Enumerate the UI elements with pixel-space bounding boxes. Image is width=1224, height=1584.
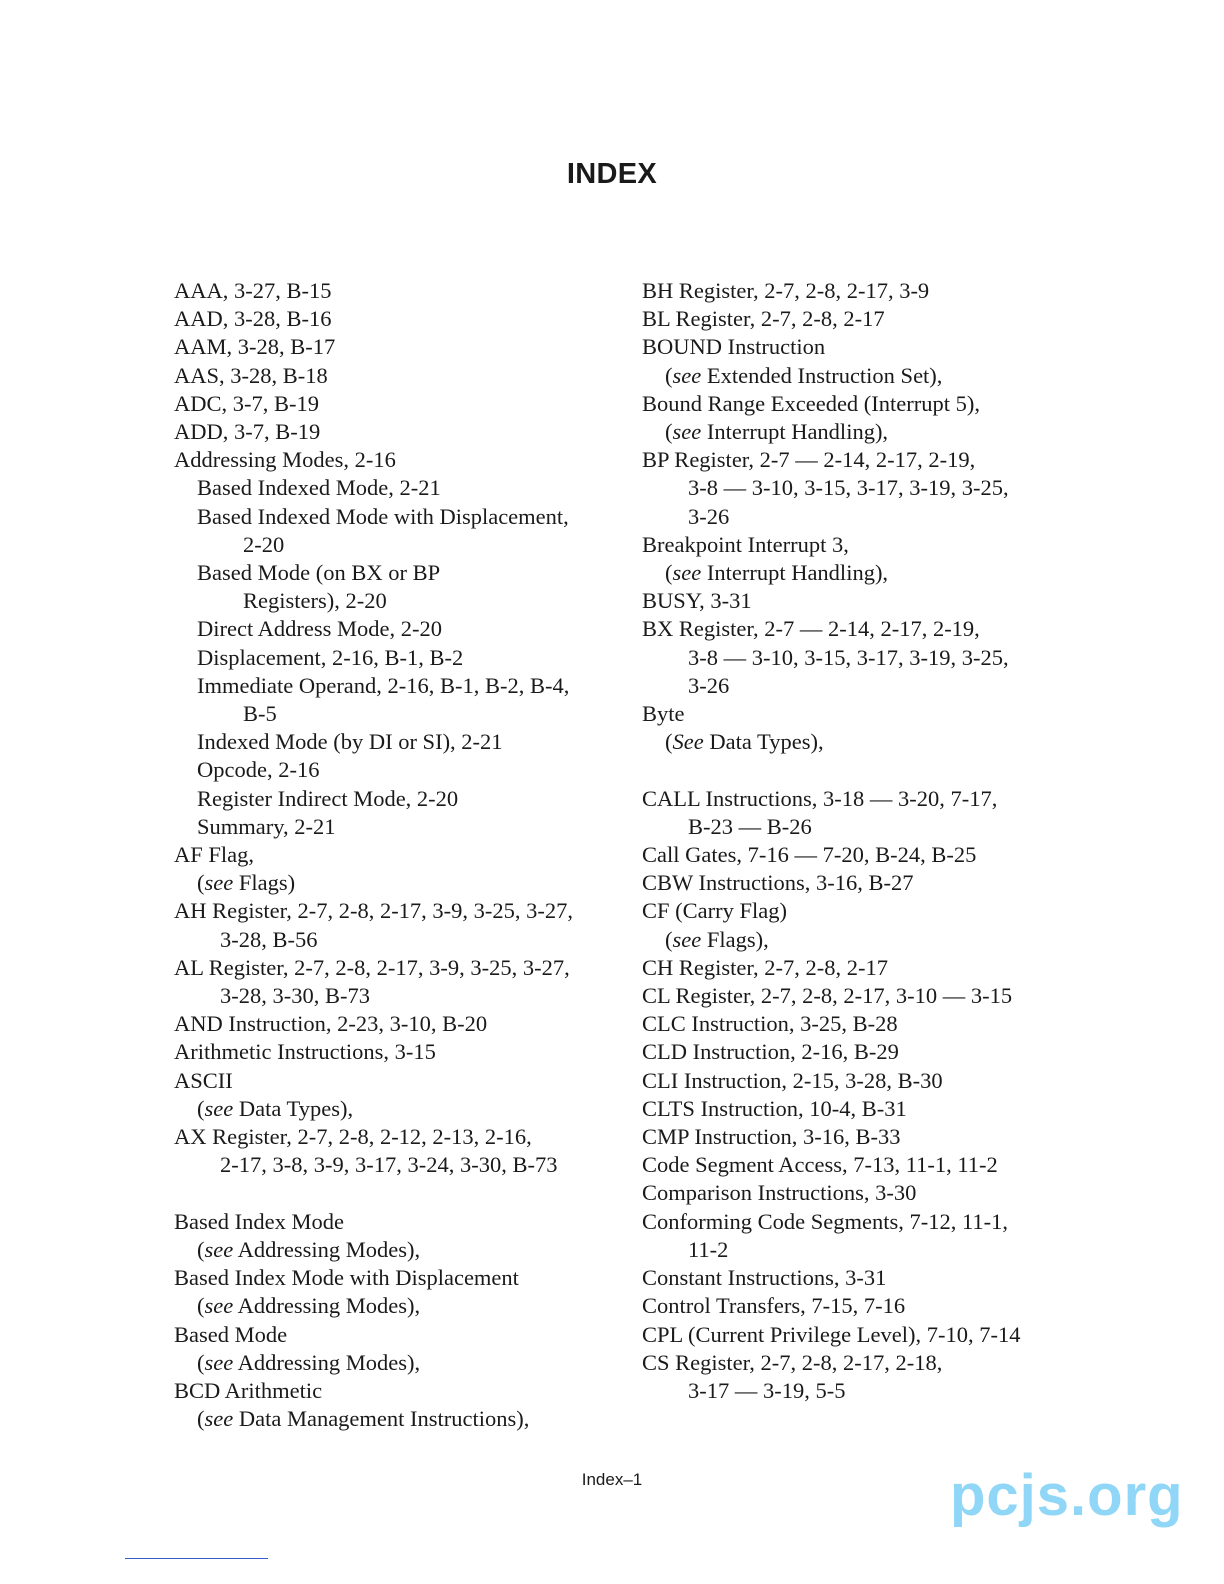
page-number: Index–1 bbox=[581, 1470, 643, 1489]
index-entry: (see Extended Instruction Set), bbox=[665, 362, 943, 388]
index-entry: (see Addressing Modes), bbox=[197, 1293, 421, 1319]
index-entry: CMP Instruction, 3-16, B-33 bbox=[642, 1124, 901, 1150]
index-entry: CF (Carry Flag) bbox=[642, 898, 787, 924]
index-entry: Based Index Mode bbox=[174, 1208, 344, 1234]
see-target: Data Types), bbox=[233, 1095, 354, 1121]
index-entry: Register Indirect Mode, 2-20 bbox=[197, 785, 459, 811]
index-entry: (see Addressing Modes), bbox=[197, 1349, 421, 1375]
see-reference: see bbox=[204, 1095, 234, 1121]
index-entry: CLTS Instruction, 10-4, B-31 bbox=[642, 1095, 907, 1121]
index-entry: Comparison Instructions, 3-30 bbox=[642, 1180, 917, 1206]
index-entry: Constant Instructions, 3-31 bbox=[642, 1265, 887, 1291]
index-entry: (see Addressing Modes), bbox=[197, 1236, 421, 1262]
see-reference: see bbox=[672, 419, 702, 445]
index-entry: Immediate Operand, 2-16, B-1, B-2, B-4, bbox=[197, 672, 570, 698]
index-entry: AND Instruction, 2-23, 3-10, B-20 bbox=[174, 1011, 488, 1037]
index-entry: CL Register, 2-7, 2-8, 2-17, 3-10 — 3-15 bbox=[642, 983, 1013, 1009]
index-entry: Based Indexed Mode, 2-21 bbox=[197, 475, 441, 501]
see-target: Data Management Instructions), bbox=[233, 1406, 530, 1432]
index-entry: Arithmetic Instructions, 3-15 bbox=[174, 1039, 436, 1065]
page-title: INDEX bbox=[566, 158, 658, 190]
index-entry: ADC, 3-7, B-19 bbox=[174, 390, 319, 416]
see-target: Flags) bbox=[233, 870, 296, 896]
index-entry: BOUND Instruction bbox=[642, 334, 826, 360]
index-entry: Breakpoint Interrupt 3, bbox=[642, 531, 849, 557]
index-entry: AF Flag, bbox=[174, 842, 255, 868]
index-entry: (see Flags) bbox=[197, 870, 296, 896]
index-entry: CLD Instruction, 2-16, B-29 bbox=[642, 1039, 899, 1065]
entry-spacer bbox=[174, 1180, 614, 1208]
index-entry: Based Index Mode with Displacement bbox=[174, 1265, 519, 1291]
index-entry: Control Transfers, 7-15, 7-16 bbox=[642, 1293, 906, 1319]
see-target: Addressing Modes), bbox=[233, 1236, 421, 1262]
index-entry: ASCII bbox=[174, 1067, 233, 1093]
index-entry: AH Register, 2-7, 2-8, 2-17, 3-9, 3-25, 3-27, bbox=[174, 898, 574, 924]
see-target: Interrupt Handling), bbox=[701, 560, 889, 586]
index-entry: Displacement, 2-16, B-1, B-2 bbox=[197, 644, 464, 670]
index-entry: 3-26 bbox=[688, 672, 730, 698]
index-entry: 3-17 — 3-19, 5-5 bbox=[688, 1377, 846, 1403]
index-entry: Direct Address Mode, 2-20 bbox=[197, 616, 442, 642]
see-target: Interrupt Handling), bbox=[701, 419, 889, 445]
see-reference: see bbox=[204, 1406, 234, 1432]
index-entry: B-5 bbox=[243, 701, 277, 727]
index-entry: Bound Range Exceeded (Interrupt 5), bbox=[642, 390, 981, 416]
pcjs-watermark: pcjs.org bbox=[950, 1463, 1184, 1528]
index-entry: Indexed Mode (by DI or SI), 2-21 bbox=[197, 729, 503, 755]
index-entry: 2-20 bbox=[243, 531, 285, 557]
index-entry: Summary, 2-21 bbox=[197, 813, 336, 839]
index-entry: Registers), 2-20 bbox=[243, 588, 387, 614]
see-reference: see bbox=[204, 1236, 234, 1262]
index-entry: CPL (Current Privilege Level), 7-10, 7-14 bbox=[642, 1321, 1021, 1347]
index-entry: BP Register, 2-7 — 2-14, 2-17, 2-19, bbox=[642, 447, 976, 473]
index-column-right bbox=[642, 277, 1072, 1405]
index-entry: BCD Arithmetic bbox=[174, 1377, 323, 1403]
index-entry: AX Register, 2-7, 2-8, 2-12, 2-13, 2-16, bbox=[174, 1124, 532, 1150]
see-reference: See bbox=[672, 729, 704, 755]
index-column-left bbox=[174, 277, 614, 1433]
index-entry: AAM, 3-28, B-17 bbox=[174, 334, 336, 360]
index-entry: CS Register, 2-7, 2-8, 2-17, 2-18, bbox=[642, 1349, 943, 1375]
index-entry: 3-8 — 3-10, 3-15, 3-17, 3-19, 3-25, bbox=[688, 475, 1009, 501]
index-entry: (see Data Types), bbox=[197, 1095, 354, 1121]
see-reference: see bbox=[672, 362, 702, 388]
entry-spacer bbox=[642, 756, 1072, 784]
index-entry: CLC Instruction, 3-25, B-28 bbox=[642, 1011, 898, 1037]
index-entry: Code Segment Access, 7-13, 11-1, 11-2 bbox=[642, 1152, 998, 1178]
see-target: Addressing Modes), bbox=[233, 1349, 421, 1375]
see-target: Extended Instruction Set), bbox=[701, 362, 943, 388]
index-entry: AAD, 3-28, B-16 bbox=[174, 306, 332, 332]
index-entry: Addressing Modes, 2-16 bbox=[174, 447, 396, 473]
index-entry: AAA, 3-27, B-15 bbox=[174, 278, 332, 303]
index-entry: 3-26 bbox=[688, 503, 730, 529]
index-entry: 3-8 — 3-10, 3-15, 3-17, 3-19, 3-25, bbox=[688, 644, 1009, 670]
index-entry: (see Interrupt Handling), bbox=[665, 560, 889, 586]
see-target: Data Types), bbox=[703, 729, 824, 755]
see-target: Flags), bbox=[701, 926, 769, 952]
see-reference: see bbox=[672, 560, 702, 586]
index-entry: Based Indexed Mode with Displacement, bbox=[197, 503, 569, 529]
index-entry: BL Register, 2-7, 2-8, 2-17 bbox=[642, 306, 885, 332]
index-entry: BUSY, 3-31 bbox=[642, 588, 752, 614]
index-entry: (see Flags), bbox=[665, 926, 769, 952]
index-entry: 2-17, 3-8, 3-9, 3-17, 3-24, 3-30, B-73 bbox=[220, 1152, 558, 1178]
index-entry: Conforming Code Segments, 7-12, 11-1, bbox=[642, 1208, 1009, 1234]
index-entry: CLI Instruction, 2-15, 3-28, B-30 bbox=[642, 1067, 943, 1093]
index-entry: 11-2 bbox=[688, 1236, 729, 1262]
index-entry: CALL Instructions, 3-18 — 3-20, 7-17, bbox=[642, 785, 998, 811]
index-entry: ADD, 3-7, B-19 bbox=[174, 419, 321, 445]
index-entry: 3-28, B-56 bbox=[220, 926, 318, 952]
scan-artifact-line bbox=[125, 1558, 268, 1559]
see-reference: see bbox=[204, 870, 234, 896]
index-entry: B-23 — B-26 bbox=[688, 813, 812, 839]
see-reference: see bbox=[204, 1349, 234, 1375]
index-entry: BX Register, 2-7 — 2-14, 2-17, 2-19, bbox=[642, 616, 980, 642]
index-entry: Call Gates, 7-16 — 7-20, B-24, B-25 bbox=[642, 842, 977, 868]
index-entry: Based Mode bbox=[174, 1321, 288, 1347]
index-entry: (see Interrupt Handling), bbox=[665, 419, 889, 445]
index-entry: CBW Instructions, 3-16, B-27 bbox=[642, 870, 914, 896]
index-entry: AAS, 3-28, B-18 bbox=[174, 362, 328, 388]
see-reference: see bbox=[672, 926, 702, 952]
index-entry: Opcode, 2-16 bbox=[197, 757, 320, 783]
index-entry: Based Mode (on BX or BP bbox=[197, 560, 441, 586]
index-entry: Byte bbox=[642, 701, 685, 727]
index-entry: AL Register, 2-7, 2-8, 2-17, 3-9, 3-25, 3-27, bbox=[174, 954, 570, 980]
see-reference: see bbox=[204, 1293, 234, 1319]
see-target: Addressing Modes), bbox=[233, 1293, 421, 1319]
index-entry: BH Register, 2-7, 2-8, 2-17, 3-9 bbox=[642, 278, 930, 303]
index-entry: CH Register, 2-7, 2-8, 2-17 bbox=[642, 954, 888, 980]
index-entry: 3-28, 3-30, B-73 bbox=[220, 983, 370, 1009]
index-entry: (See Data Types), bbox=[665, 729, 824, 755]
index-entry: (see Data Management Instructions), bbox=[197, 1406, 530, 1432]
